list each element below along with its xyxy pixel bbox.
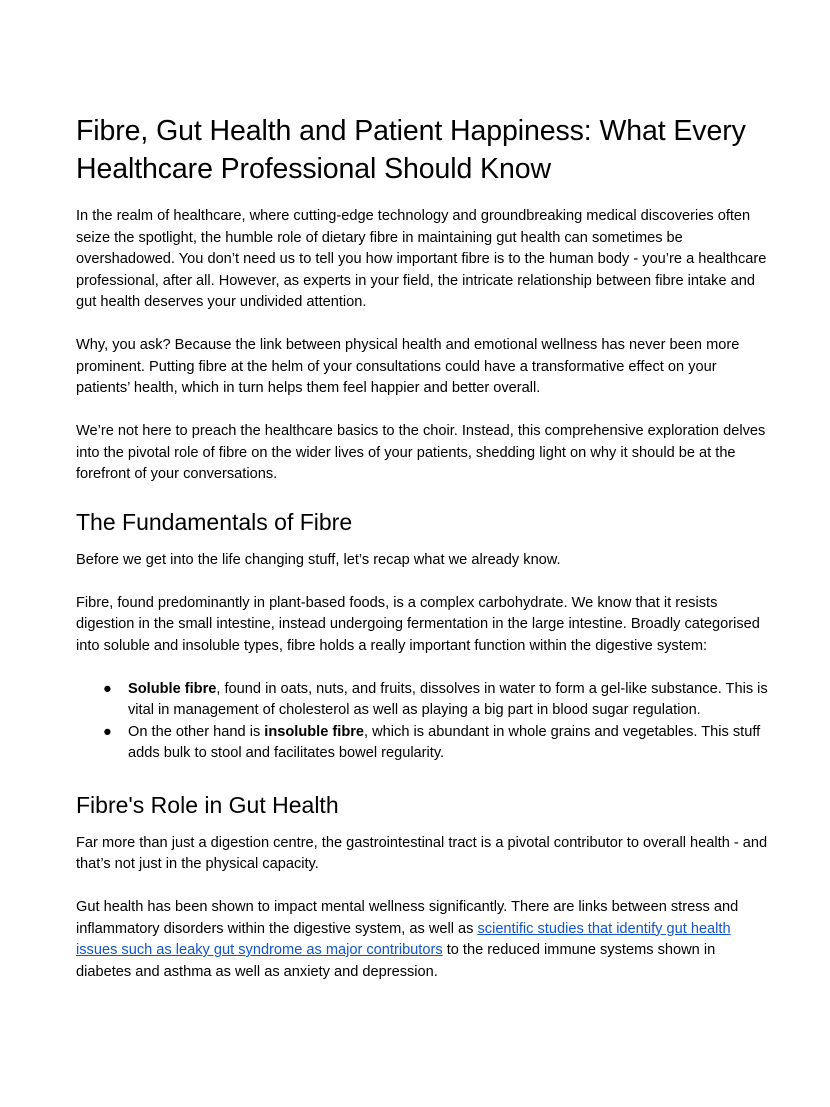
list-item-soluble (103, 679, 770, 722)
page-title: Fibre, Gut Health and Patient Happiness: What Every Healthcare Professional Should Know (76, 115, 746, 185)
list-item-bold-term: insoluble fibre (264, 723, 365, 740)
section-heading-fundamentals: The Fundamentals of Fibre (76, 508, 353, 535)
list-item-insoluble (103, 722, 770, 765)
bullet-icon: ● (103, 680, 112, 697)
gut-health-paragraph-1: Far more than just a digestion centre, the gastrointestinal tract is a pivotal contributor to overall health - and that’s not just in the physical capacity. (76, 834, 768, 872)
gut-health-paragraph-2 (76, 897, 770, 983)
fibre-types-list (76, 679, 770, 765)
intro-paragraph-3: We’re not here to preach the healthcare basics to the choir. Instead, this comprehensive exploration delves into the pivotal role of fibre on the wider lives of your patients, shedding light on why it should be at the forefront of your conversations. (76, 423, 766, 482)
bullet-icon: ● (103, 723, 112, 740)
list-item-text-post: , found in oats, nuts, and fruits, dissolves in water to form a gel-like substance. This is vital in management of cholesterol as well as playing a big part in blood sugar regulation. (128, 680, 768, 718)
scientific-studies-link[interactable]: scientific studies that identify gut health issues such as leaky gut syndrome as major contributors (76, 920, 731, 958)
gut-health-text-post: to the reduced immune systems shown in diabetes and asthma as well as anxiety and depression. (76, 942, 716, 980)
section-heading-gut-health: Fibre's Role in Gut Health (76, 791, 339, 818)
intro-paragraph-2: Why, you ask? Because the link between physical health and emotional wellness has never been more prominent. Putting fibre at the helm of your consultations could have a transformative effect on your patients’ health, which in turn helps them feel happier and better overall. (76, 337, 740, 396)
intro-paragraph-1: In the realm of healthcare, where cutting-edge technology and groundbreaking medical discoveries often seize the spotlight, the humble role of dietary fibre in maintaining gut health can sometimes be overshadowed. You don’t need us to tell you how important fibre is to the human body - you’re a healthcare professional, after all. However, as experts in your field, the intricate relationship between fibre intake and gut health deserves your undivided attention. (76, 208, 767, 310)
list-item-text-pre: On the other hand is (128, 723, 265, 740)
list-item-text-post: , which is abundant in whole grains and vegetables. This stuff adds bulk to stool and facilitates bowel regularity. (128, 723, 761, 761)
list-item-bold-term: Soluble fibre (128, 680, 217, 697)
gut-health-text-pre: Gut health has been shown to impact mental wellness significantly. There are links between stress and inflammatory disorders within the digestive system, as well as (76, 899, 739, 937)
fundamentals-paragraph-2: Fibre, found predominantly in plant-based foods, is a complex carbohydrate. We know that it resists digestion in the small intestine, instead undergoing fermentation in the large intestine. Broadly categorised into soluble and insoluble types, fibre holds a really important function within the digestive system: (76, 594, 760, 654)
fundamentals-paragraph-1: Before we get into the life changing stuff, let’s recap what we already know. (76, 551, 561, 568)
